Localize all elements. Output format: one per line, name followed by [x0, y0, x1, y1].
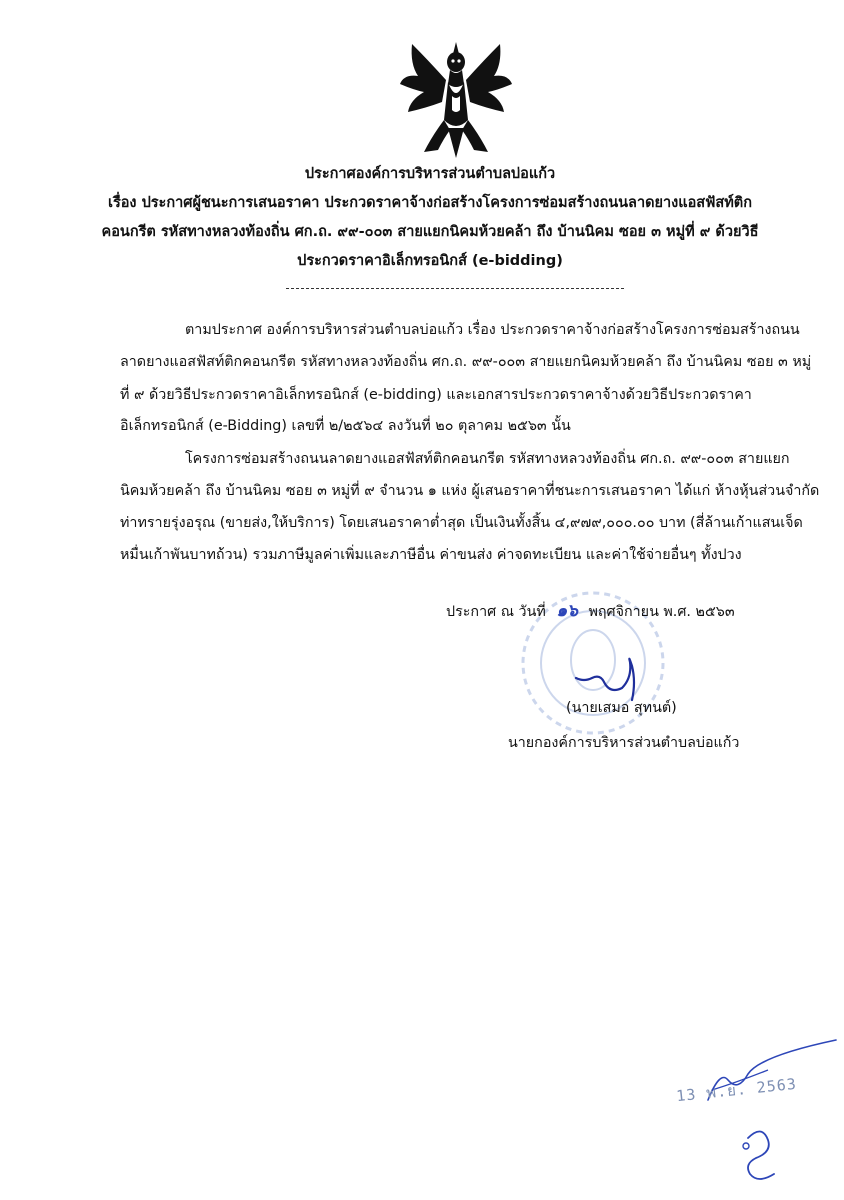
paragraph-2-line: ท่าทรายรุ่งอรุณ (ขายส่ง,ให้บริการ) โดยเสนอราคาต่ำสุด เป็นเงินทั้งสิ้น ๔,๙๗๙,๐๐๐.๐๐ บาท (สี่ล้านเก้าแสนเจ็ด: [120, 515, 803, 531]
receipt-stamp-date: 13 พ.ย. 2563: [675, 1074, 798, 1106]
date-month-year: พฤศจิกายน พ.ศ. ๒๕๖๓: [588, 604, 735, 620]
paragraph-1-line: อิเล็กทรอนิกส์ (e-Bidding) เลขที่ ๒/๒๕๖๔ ลงวันที่ ๒๐ ตุลาคม ๒๕๖๓ นั้น: [120, 418, 571, 434]
paragraph-2-line: หมื่นเก้าพันบาทถ้วน) รวมภาษีมูลค่าเพิ่มและภาษีอื่น ค่าขนส่ง ค่าจดทะเบียน และค่าใช้จ่ายอื่นๆ ทั้งปวง: [120, 547, 742, 563]
signer-name: (นายเสมอ สุทนต์): [566, 700, 677, 716]
date-day-handwritten: ๑๖: [556, 601, 578, 621]
paragraph-2-line: โครงการซ่อมสร้างถนนลาดยางแอสฟัสท์ติกคอนกรีต รหัสทางหลวงท้องถิ่น ศก.ถ. ๙๙-๐๐๓ สายแยก: [185, 451, 790, 467]
org-heading: ประกาศองค์การบริหารส่วนตำบลบ่อแก้ว: [304, 166, 556, 182]
date-prefix: ประกาศ ณ วันที่: [446, 604, 546, 620]
paragraph-1-line: ตามประกาศ องค์การบริหารส่วนตำบลบ่อแก้ว เรื่อง ประกวดราคาจ้างก่อสร้างโครงการซ่อมสร้างถนน: [185, 322, 800, 338]
announcement-date: [446, 597, 735, 624]
signer-title: นายกองค์การบริหารส่วนตำบลบ่อแก้ว: [508, 735, 740, 751]
heading-divider: [286, 288, 624, 289]
paragraph-2-line: นิคมห้วยคล้า ถึง บ้านนิคม ซอย ๓ หมู่ที่ ๙ จำนวน ๑ แห่ง ผู้เสนอราคาที่ชนะการเสนอราคา ได้แก่ ห้างหุ้นส่วนจำกัด: [120, 483, 820, 499]
initial-handwriting-icon: [728, 1118, 788, 1188]
paragraph-1-line: ลาดยางแอสฟัสท์ติกคอนกรีต รหัสทางหลวงท้องถิ่น ศก.ถ. ๙๙-๐๐๓ สายแยกนิคมห้วยคล้า ถึง บ้านนิคม ซอย ๓ หมู่: [120, 354, 812, 370]
subject-line-3: ประกวดราคาอิเล็กทรอนิกส์ (e-bidding): [297, 253, 563, 269]
garuda-emblem-icon: [398, 40, 514, 158]
subject-line-2: คอนกรีต รหัสทางหลวงท้องถิ่น ศก.ถ. ๙๙-๐๐๓ สายแยกนิคมห้วยคล้า ถึง บ้านนิคม ซอย ๓ หมู่ที่ ๙ ด้วยวิธี: [101, 224, 759, 240]
subject-line-1: เรื่อง ประกาศผู้ชนะการเสนอราคา ประกวดราคาจ้างก่อสร้างโครงการซ่อมสร้างถนนลาดยางแอสฟัสท์ติก: [107, 195, 752, 211]
paragraph-1-line: ที่ ๙ ด้วยวิธีประกวดราคาอิเล็กทรอนิกส์ (e-bidding) และเอกสารประกวดราคาจ้างด้วยวิธีประกวดราคา: [120, 387, 752, 403]
